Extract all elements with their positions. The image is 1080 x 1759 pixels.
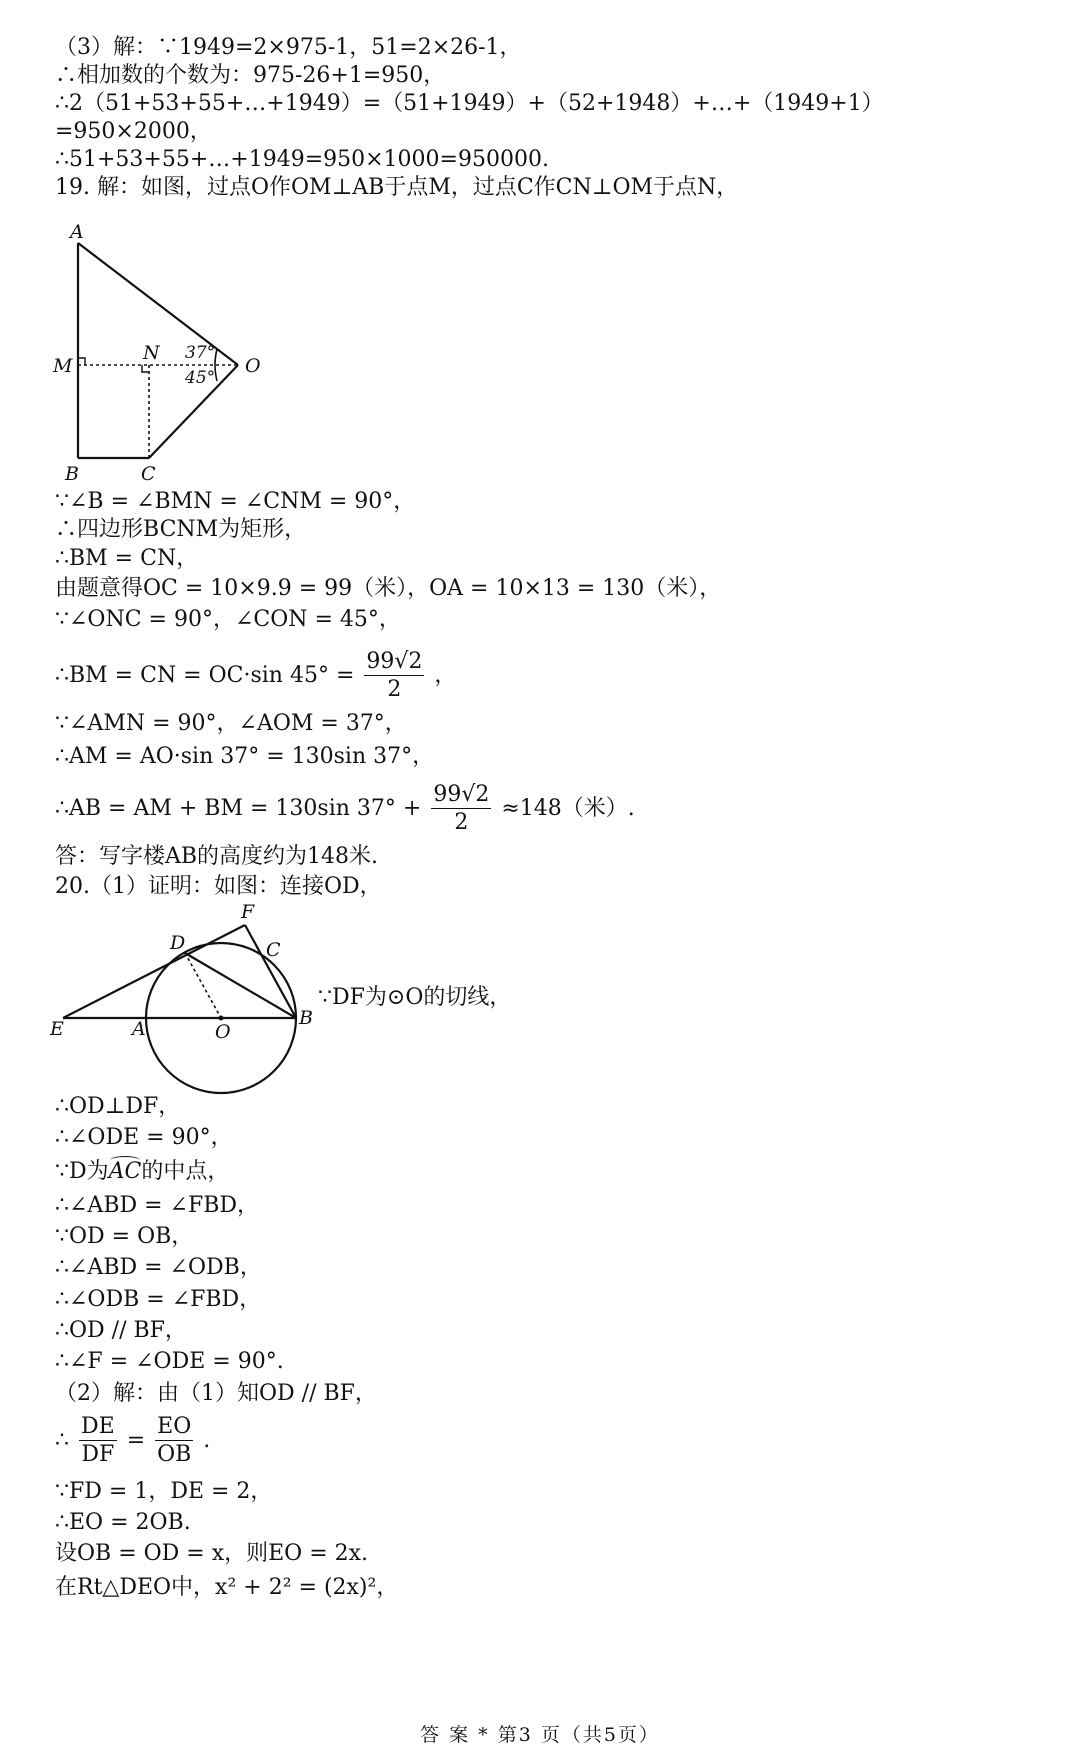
label-f: F	[241, 901, 255, 923]
fraction-numerator: 99√2	[433, 782, 490, 807]
line-31: ∴EO = 2OB.	[55, 1510, 191, 1535]
fraction-eo-over-ob	[155, 1416, 193, 1466]
line-1: （3）解：∵1949=2×975-1，51=2×26-1，	[55, 35, 522, 60]
line-21-text: ∵D为	[55, 1159, 109, 1184]
line-15	[55, 775, 635, 843]
label-c: C	[141, 463, 156, 485]
line-26: ∴OD // BF，	[55, 1318, 187, 1343]
fraction-denominator: OB	[157, 1442, 192, 1467]
fraction-numerator: 99√2	[366, 649, 423, 674]
line-28: （2）解：由（1）知OD // BF，	[55, 1381, 377, 1406]
fraction-numerator: DE	[81, 1414, 115, 1439]
line-15-tail: ≈148（米）.	[501, 796, 635, 821]
line-21	[55, 1158, 229, 1186]
label-o: O	[245, 355, 261, 377]
fraction-denominator: 2	[387, 677, 402, 702]
line-9: ∴BM = CN，	[55, 546, 199, 571]
label-m: M	[53, 355, 73, 377]
fraction-denominator: 2	[454, 810, 469, 835]
equals-sign: =	[126, 1428, 146, 1453]
label-n: N	[143, 342, 160, 364]
line-19: ∴OD⊥DF，	[55, 1094, 181, 1119]
line-14: ∴AM = AO·sin 37° = 130sin 37°，	[55, 744, 435, 769]
figure-20	[45, 900, 345, 1100]
line-12	[55, 644, 456, 708]
fraction-99root2-over-2	[364, 651, 424, 701]
right-angle-n	[142, 365, 149, 372]
label-e: E	[50, 1018, 64, 1040]
line-4: =950×2000，	[55, 119, 212, 144]
line-5: ∴51+53+55+…+1949=950×1000=950000.	[55, 147, 549, 172]
line-12-tail: ，	[434, 663, 457, 688]
line-2: ∴相加数的个数为：975-26+1=950，	[55, 63, 446, 88]
line-16: 答：写字楼AB的高度约为148米.	[55, 844, 379, 869]
fraction-numerator: EO	[157, 1414, 192, 1439]
center-point-o	[219, 1016, 224, 1021]
line-18: ∵DF为⊙O的切线，	[318, 985, 512, 1010]
angle-45-label: 45°	[185, 368, 216, 388]
line-10: 由题意得OC = 10×9.9 = 99（米），OA = 10×13 = 130（米），	[55, 576, 722, 601]
figure-19	[45, 220, 275, 485]
line-13: ∵∠AMN = 90°，∠AOM = 37°，	[55, 711, 407, 736]
line-30: ∵FD = 1，DE = 2，	[55, 1479, 273, 1504]
label-a: A	[70, 221, 84, 243]
line-29	[55, 1410, 210, 1472]
line-8: ∴四边形BCNM为矩形，	[55, 517, 307, 542]
line-15-text: ∴AB = AM + BM = 130sin 37° +	[55, 796, 422, 821]
line-11: ∵∠ONC = 90°，∠CON = 45°，	[55, 607, 401, 632]
fraction-denominator: DF	[81, 1442, 115, 1467]
line-33: 在Rt△DEO中，x² + 2² = (2x)²，	[55, 1575, 399, 1600]
label-d: D	[170, 932, 186, 954]
line-29-tail: .	[203, 1428, 211, 1453]
line-3: ∴2（51+53+55+…+1949）=（51+1949）+（52+1948）+…+（1949+1）	[55, 91, 884, 116]
label-c: C	[266, 939, 281, 961]
line-7: ∵∠B = ∠BMN = ∠CNM = 90°，	[55, 489, 416, 514]
label-b: B	[65, 463, 79, 485]
line-12-text: ∴BM = CN = OC·sin 45° =	[55, 663, 355, 688]
line-6: 19. 解：如图，过点O作OM⊥AB于点M，过点C作CN⊥OM于点N，	[55, 175, 739, 200]
line-22: ∴∠ABD = ∠FBD，	[55, 1193, 260, 1218]
label-b: B	[299, 1007, 313, 1029]
angle-37-label: 37°	[185, 343, 216, 363]
page-footer: 答 案 * 第3 页（共5页）	[420, 1724, 660, 1746]
line-24: ∴∠ABD = ∠ODB，	[55, 1255, 262, 1280]
fraction-de-over-df	[79, 1416, 117, 1466]
label-a: A	[132, 1018, 146, 1040]
line-32: 设OB = OD = x，则EO = 2x.	[55, 1541, 369, 1566]
arc-ac-symbol: AC	[108, 1159, 142, 1184]
line-20: ∴∠ODE = 90°，	[55, 1125, 233, 1150]
line-21-tail: 的中点，	[141, 1159, 230, 1184]
line-23: ∵OD = OB，	[55, 1224, 194, 1249]
label-o: O	[215, 1021, 231, 1043]
line-27: ∴∠F = ∠ODE = 90°.	[55, 1349, 284, 1374]
line-17: 20.（1）证明：如图：连接OD，	[55, 874, 382, 899]
line-25: ∴∠ODB = ∠FBD，	[55, 1287, 262, 1312]
fraction-99root2-over-2-b	[431, 784, 491, 834]
line-29-prefix: ∴	[55, 1428, 69, 1453]
